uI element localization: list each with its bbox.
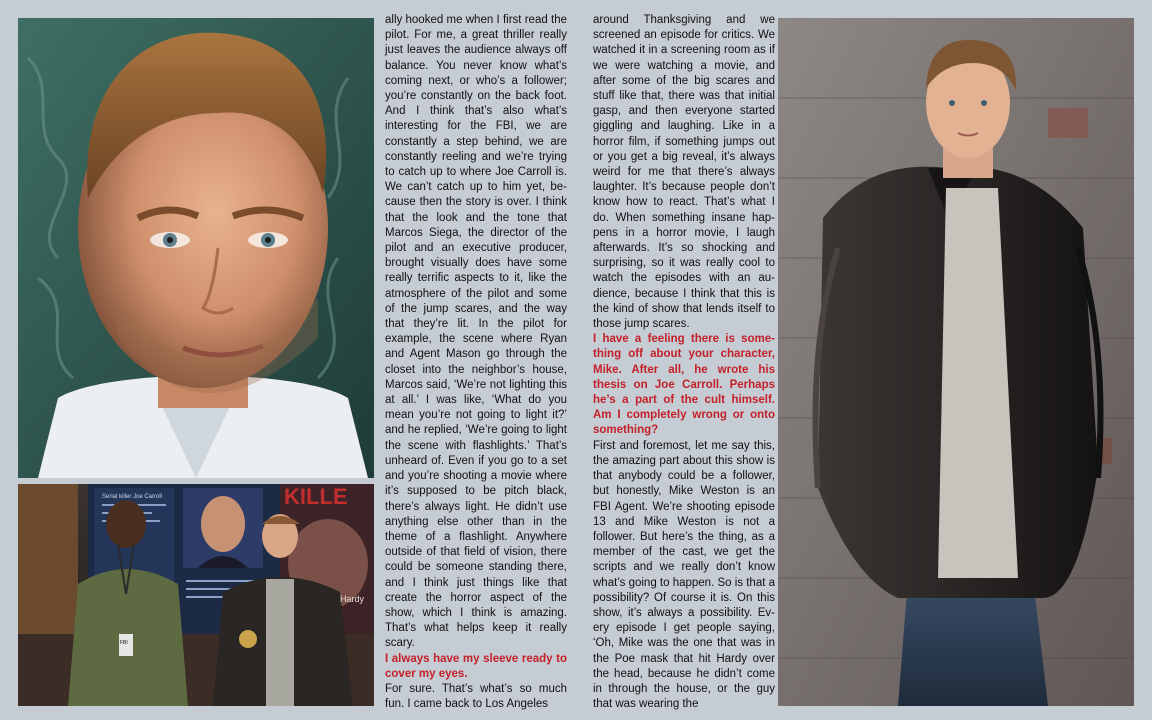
badge-text: FBI: [120, 640, 128, 646]
scene-photo: [18, 484, 374, 706]
interview-question: I always have my sleeve ready to cover my eyes.: [385, 652, 567, 680]
poster-name: Hardy: [340, 594, 365, 604]
interview-question: I have a feeling there is something off about your character, Mike. After all, he wrote his thesis on Joe Carroll. Perhaps he’s a part of the cult himself. Am I completely wrong or onto something?: [593, 333, 775, 437]
article-column-2: [593, 13, 775, 712]
body-paragraph: around Thanksgiving and we screened an episode for critics. We watched it in a screening room as if we were watching a movie, and after some of the big scares and stuff like that, there was that initial gasp, and then everyone started giggling and laughing. Like in a horror film, if something jumps out or you get a big reveal, it’s always weird for me that there’s always laughter. It’s because people don’t know how to react. That’s what I do. When something insane happens in a horror movie, I laugh afterwards. It’s so shocking and surprising, so it was really cool to watch the episodes with an audience, because I think that this is the kind of show that lends itself to those jump scares.: [593, 14, 775, 331]
body-paragraph: For sure. That’s what’s so much fun. I came back to Los Angeles: [385, 682, 567, 711]
body-paragraph: ally hooked me when I first read the pilot. For me, a great thriller really just leaves the audience always off balance. You never know what’s coming next, or who’s a follower; you’re constantly on the back foot. And I think that’s also what’s interesting for the FBI, we are constantly a step behind, we are constantly reeling and we’re trying to catch up to where Joe Carroll is. We can’t catch up to him yet, because then the story is over. I think that the look and the tone that Marcos Siega, the director of the pilot and an executive producer, brought visually does have some really terrific aspects to it, like the atmosphere of the pilot and some of the jump scares, and the way that they’re lit. In the pilot for example, the scene where Ryan and Agent Mason go through the closet into the neighbor’s house, Marcos said, ‘We’re not lighting this at all.’ I was like, ‘What do you mean you’re not going to light it?’ and he replied, ‘We’re going to light the scene with flashlights.’ That’s unheard of. Even if you go to a set and you’re shooting a movie where it’s supposed to be pitch black, there’s always light. He didn’t use anything else other than in the theme of a flashlight. Anywhere outside of that field of vision, there could be someone standing there, and I think just things like that create the horror aspect of the show, which I think is amazing. That’s what helps keep it really scary.: [385, 14, 567, 650]
body-paragraph: First and foremost, let me say this, the amazing part about this show is that anybody could be a follower, but honestly, Mike Weston is an FBI Agent. We’re shooting episode 13 and Mike Weston is not a follower. But here’s the thing, as a member of the cast, we get the scripts and we really don’t know what’s going to happen. So is that a possibility? Of course it is. On this show, it’s always a possibility. Every episode I get people saying, ‘Oh, Mike was the one that was in the Poe mask that hit Hardy over the head, because he didn’t come in through the house, or the guy that was wearing the: [593, 439, 776, 711]
article-column-1: [385, 13, 567, 712]
poster-title: KILLE: [284, 484, 348, 509]
screen-label: Serial killer Joe Carroll: [102, 494, 163, 500]
standing-portrait-photo: [778, 18, 1134, 706]
portrait-photo: [18, 18, 374, 478]
